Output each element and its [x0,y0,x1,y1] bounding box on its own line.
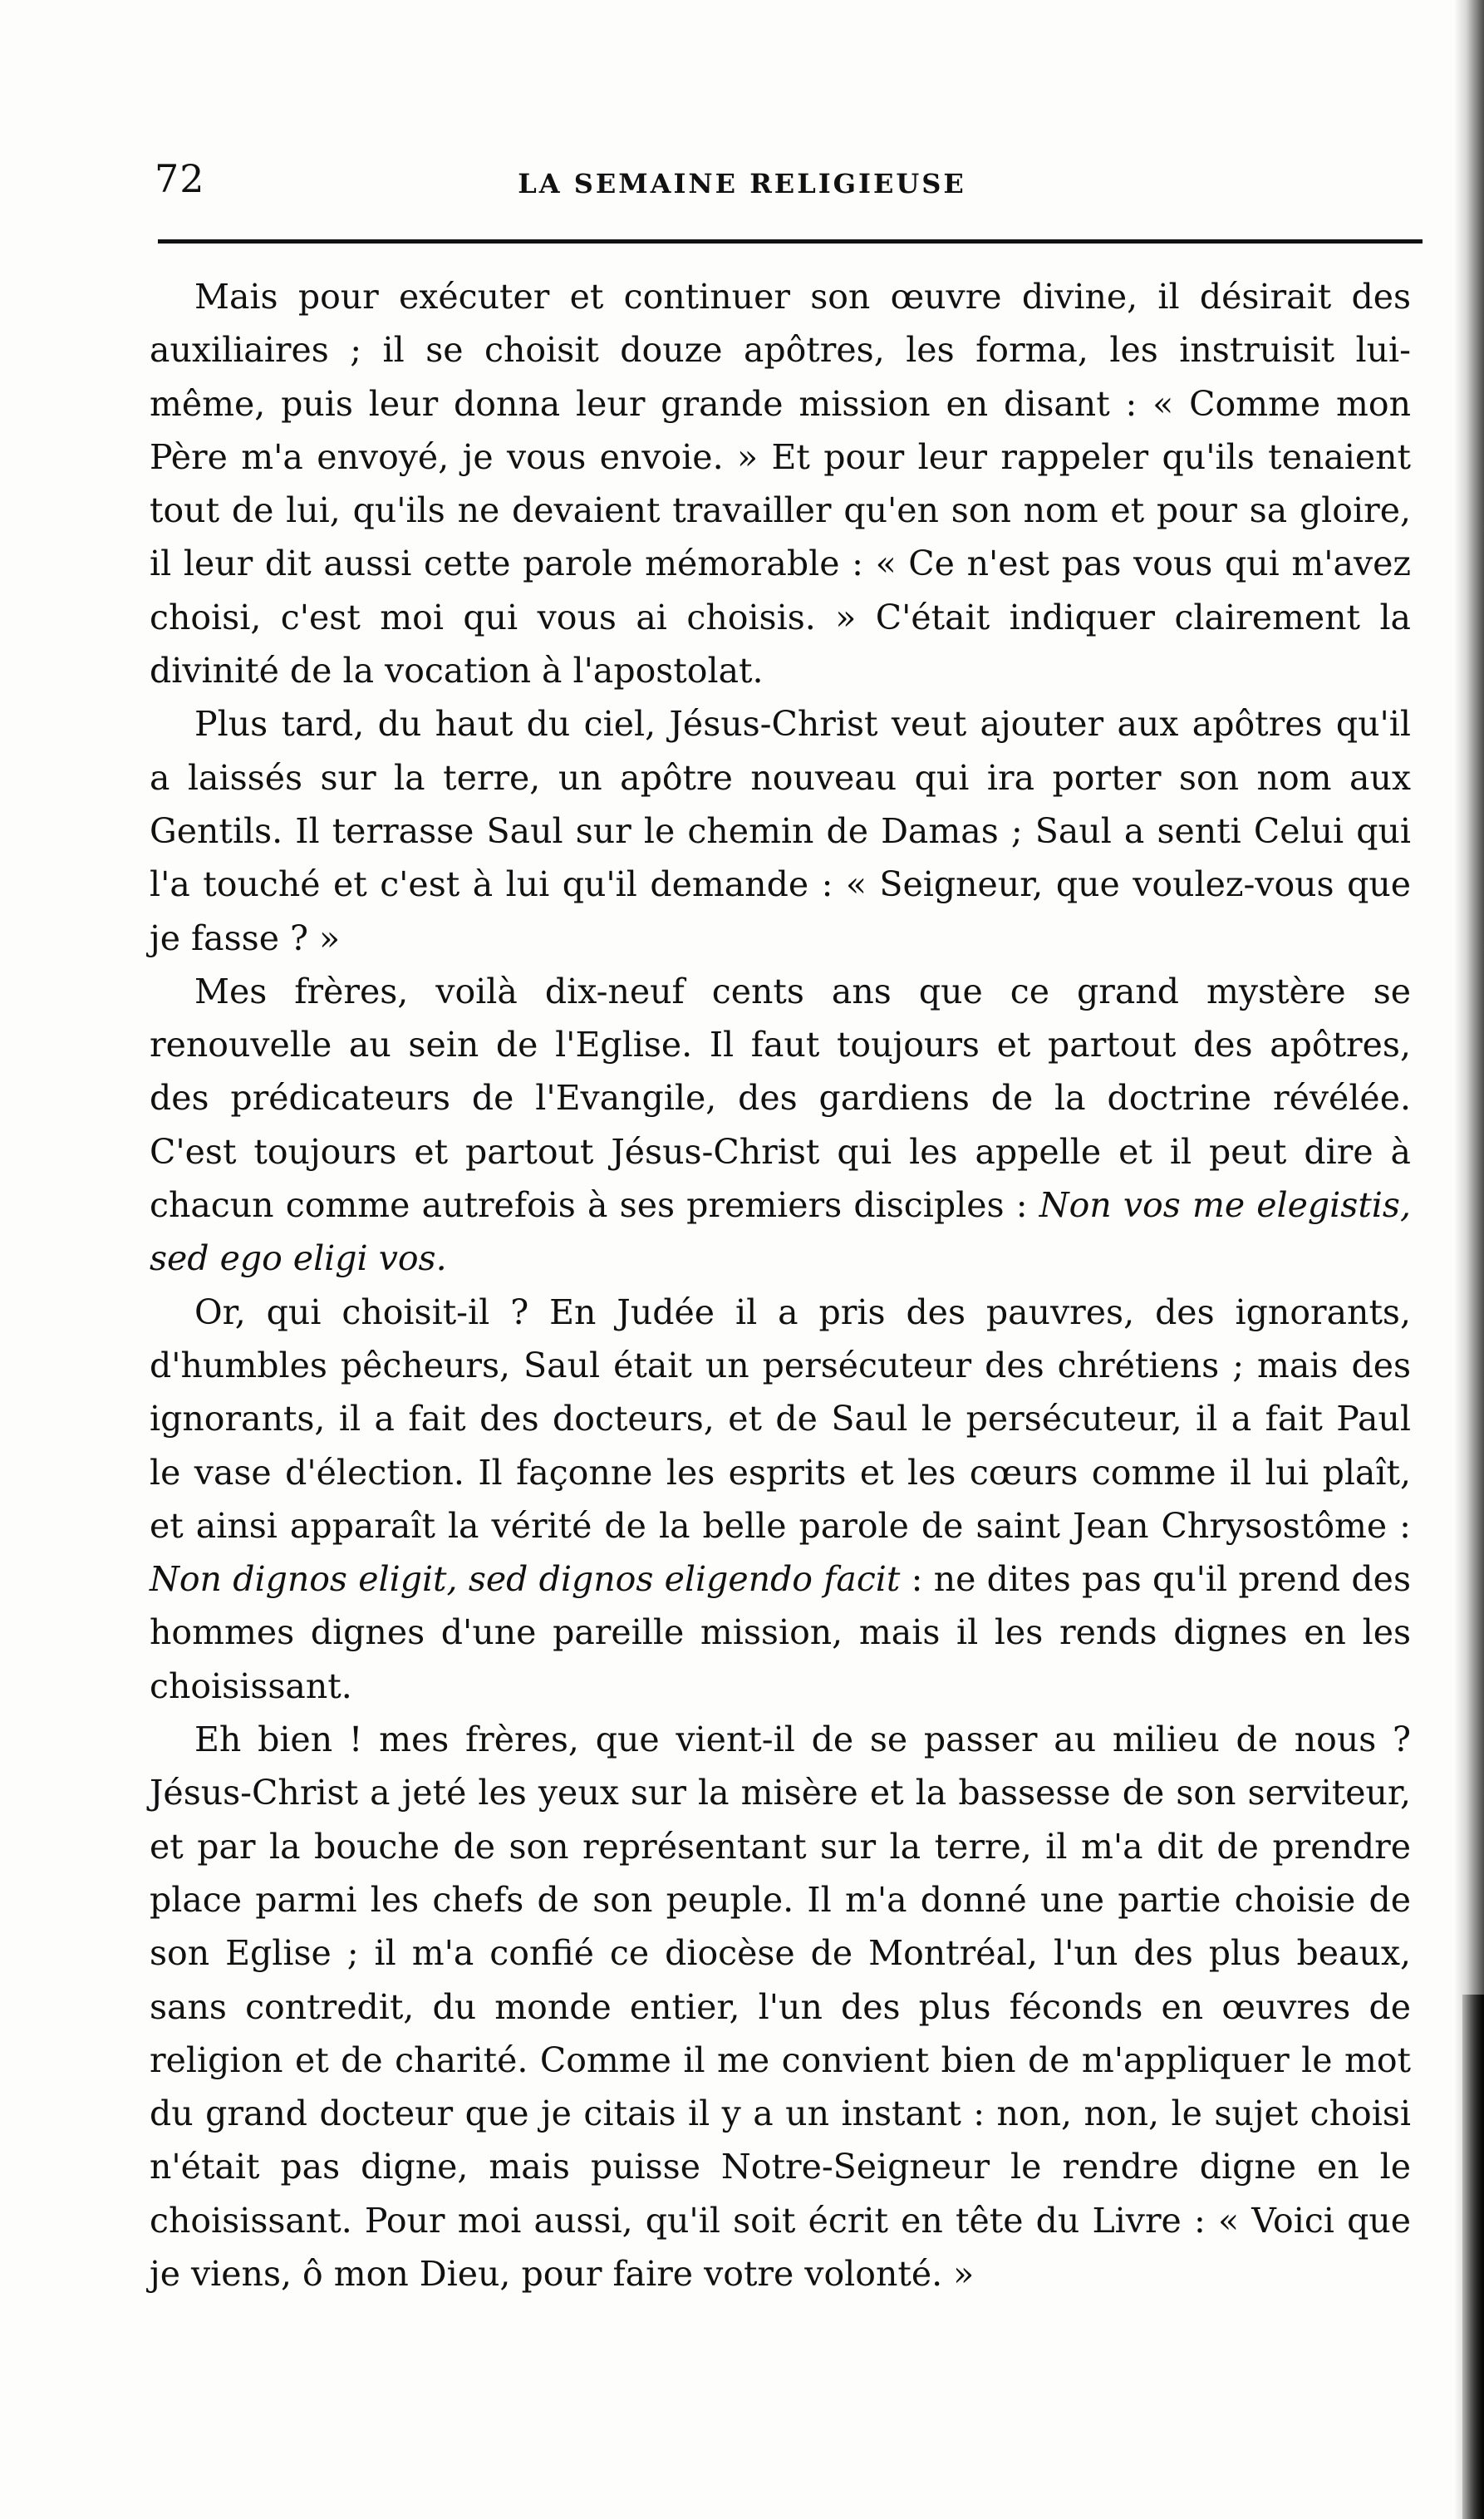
paragraph-3 [150,965,1411,1286]
paragraph-1: Mais pour exécuter et continuer son œuvre divine, il désirait des auxiliaires ; il se choisit douze apôtres, les forma, les instruisit lui-même, puis leur donna leur grande mission en disant : « Comme mon Père m'a envoyé, je vous envoie. » Et pour leur rappeler qu'ils tenaient tout de lui, qu'ils ne devaient travailler qu'en son nom et pour sa gloire, il leur dit aussi cette parole mémorable : « Ce n'est pas vous qui m'avez choisi, c'est moi qui vous ai choisis. » C'était indiquer clairement la divinité de la vocation à l'apostolat. [150,277,1411,691]
paragraph-4-text: Or, qui choisit-il ? En Judée il a pris des pauvres, des ignorants, d'humbles pêcheurs, Saul était un persécuteur des chrétiens ; mais des ignorants, il a fait des docteurs, et de Saul le persécuteur, il a fait Paul le vase d'élection. Il façonne les esprits et les cœurs comme il lui plaît, et ainsi apparaît la vérité de la belle parole de saint Jean Chrysostôme : [150,1291,1411,1546]
latin-quote-1: Non vos me elegistis, sed ego eligi vos. [150,1185,1411,1279]
body-text [150,270,1411,2300]
paragraph-2: Plus tard, du haut du ciel, Jésus-Christ veut ajouter aux apôtres qu'il a laissés sur la terre, un apôtre nouveau qui ira porter son nom aux Gentils. Il terrasse Saul sur le chemin de Damas ; Saul a senti Celui qui l'a touché et c'est à lui qu'il demande : « Seigneur, que voulez-vous que je fasse ? » [150,704,1411,958]
paragraph-4-tail: : ne dites pas qu'il prend des hommes dignes d'une pareille mission, mais il les rends dignes en les choisissant. [150,1559,1411,1706]
paragraph-4 [150,1286,1411,1713]
page-number: 72 [155,156,205,201]
paragraph-3-text: Mes frères, voilà dix-neuf cents ans que ce grand mystère se renouvelle au sein de l'Eglise. Il faut toujours et partout des apôtres, des prédicateurs de l'Evangile, des gardiens de la doctrine révélée. C'est toujours et partout Jésus-Christ qui les appelle et il peut dire à chacun comme autrefois à ses premiers disciples : [150,971,1411,1226]
running-head: LA SEMAINE RELIGIEUSE [518,168,966,199]
spine-dark-edge [1462,1995,1484,2519]
latin-quote-2: Non dignos eligit, sed dignos eligendo facit [150,1559,901,1600]
paragraph-5: Eh bien ! mes frères, que vient-il de se passer au milieu de nous ? Jésus-Christ a jeté les yeux sur la misère et la bassesse de son serviteur, et par la bouche de son représentant sur la terre, il m'a dit de prendre place parmi les chefs de son peuple. Il m'a donné une partie choisie de son Eglise ; il m'a confié ce diocèse de Montréal, l'un des plus beaux, sans contredit, du monde entier, l'un des plus féconds en œuvres de religion et de charité. Comme il me convient bien de m'appliquer le mot du grand docteur que je citais il y a un instant : non, non, le sujet choisi n'était pas digne, mais puisse Notre-Seigneur le rendre digne en le choisissant. Pour moi aussi, qu'il soit écrit en tête du Livre : « Voici que je viens, ô mon Dieu, pour faire votre volonté. » [150,1720,1411,2294]
header-rule [158,239,1423,244]
